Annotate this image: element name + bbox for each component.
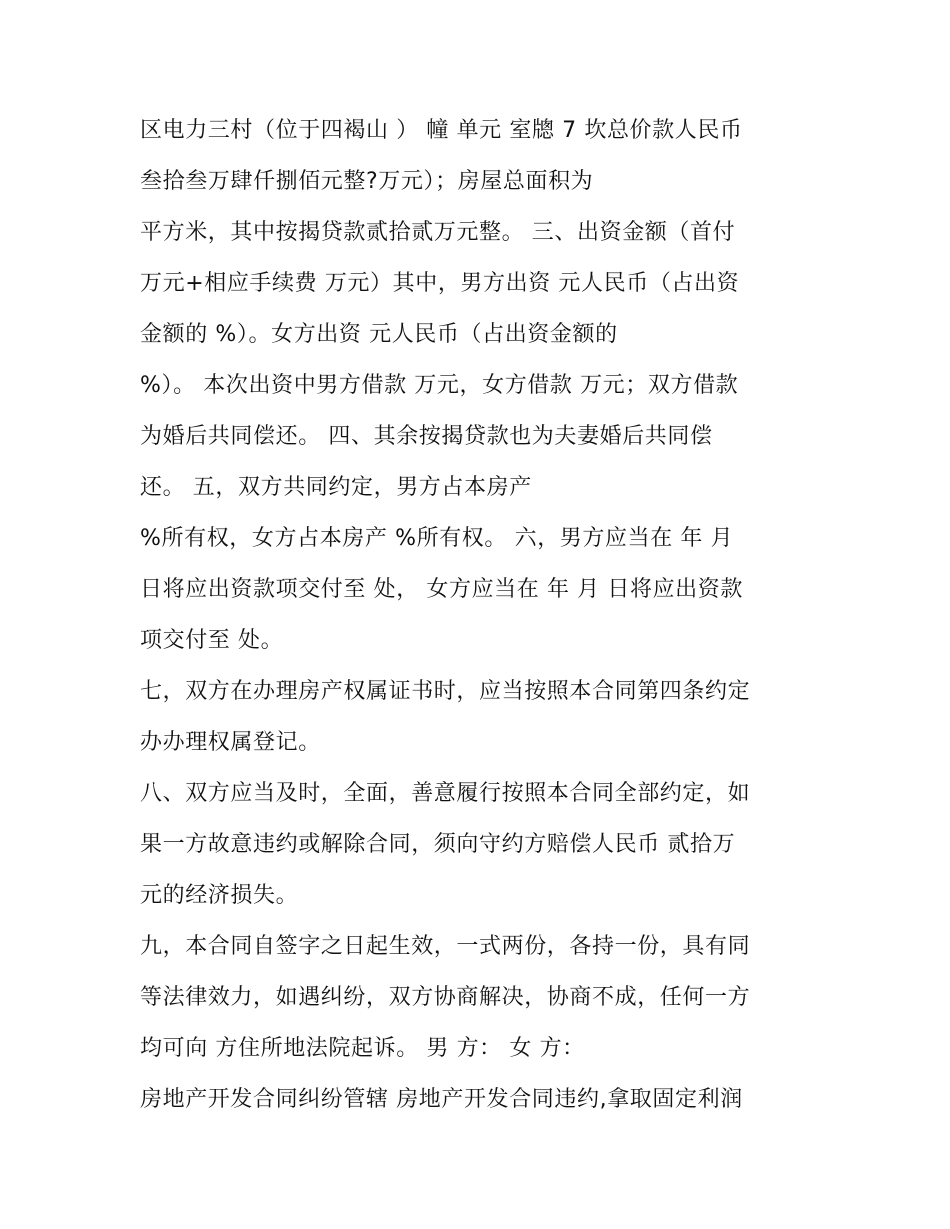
text-line: 元的经济损失。 xyxy=(140,883,299,908)
text-line: 办办理权属登记。 xyxy=(140,730,321,755)
text-line: 区电力三村（位于四褐山 ） 幢 单元 室牕 7 坎总价款人民币 xyxy=(140,118,743,143)
text-line: 房地产开发合同纠纷管辖 房地产开发合同违约,拿取固定利润 xyxy=(140,1087,743,1112)
text-line: 日将应出资款项交付至 处， 女方应当在 年 月 日将应出资款 xyxy=(140,577,743,602)
text-line: 八、双方应当及时，全面，善意履行按照本合同全部约定，如 xyxy=(140,781,751,806)
text-line: 项交付至 处。 xyxy=(140,628,284,653)
text-line: 万元+相应手续费 万元）其中，男方出资 元人民币（占出资 xyxy=(140,271,740,296)
text-line: 七，双方在办理房产权属证书时，应当按照本合同第四条约定 xyxy=(140,679,751,704)
text-line: 均可向 方住所地法院起诉。 男 方： 女 方： xyxy=(140,1036,585,1061)
text-line: 还。 五，双方共同约定，男方占本房产 xyxy=(140,475,532,500)
text-line: 平方米，其中按揭贷款贰拾贰万元整。 三、出资金额（首付 xyxy=(140,220,736,245)
text-line: 九，本合同自签字之日起生效，一式两份，各持一份，具有同 xyxy=(140,934,751,959)
text-line: %）。 本次出资中男方借款 万元，女方借款 万元；双方借款 xyxy=(140,373,739,398)
text-line: 金额的 %）。女方出资 元人民币（占出资金额的 xyxy=(140,322,618,347)
text-line: 叁拾叁万肆仟捌佰元整?万元）；房屋总面积为 xyxy=(140,169,594,194)
text-line: 等法律效力，如遇纠纷，双方协商解决，协商不成，任何一方 xyxy=(140,985,751,1010)
text-line: %所有权，女方占本房产 %所有权。 六，男方应当在 年 月 xyxy=(140,526,734,551)
text-line: 为婚后共同偿还。 四、其余按揭贷款也为夫妻婚后共同偿 xyxy=(140,424,713,449)
text-line: 果一方故意违约或解除合同，须向守约方赔偿人民币 贰拾万 xyxy=(140,832,736,857)
